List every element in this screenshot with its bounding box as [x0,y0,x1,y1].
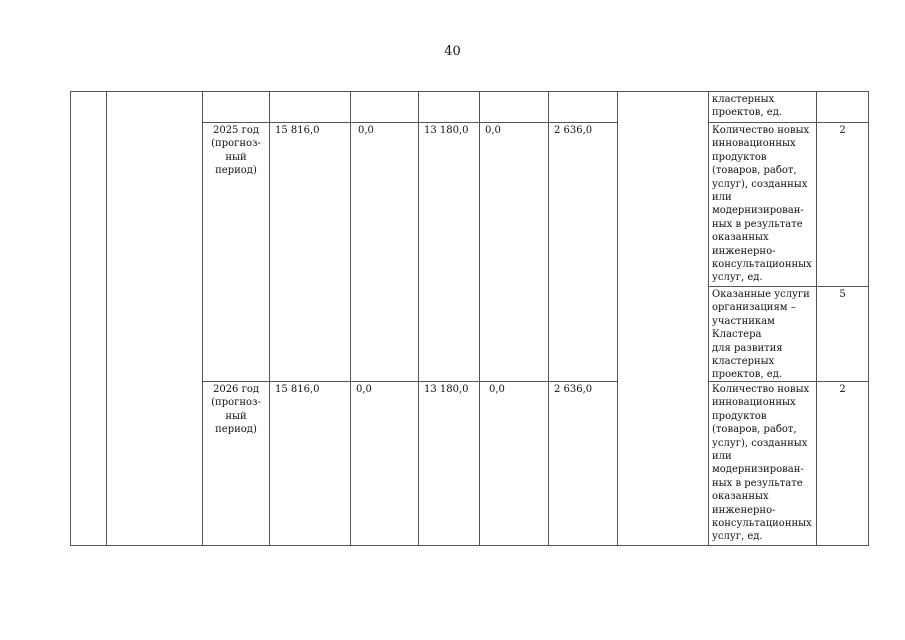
column-divider [269,91,270,546]
row-divider [202,122,618,123]
row-divider [708,122,869,123]
regional-budget-cell: 13 180,0 [424,384,469,395]
row-divider [202,381,618,382]
total-amount-cell: 15 816,0 [275,125,320,136]
year-cell: 2026 год (прогноз- ный период) [211,384,261,436]
column-divider [418,91,419,546]
column-divider [548,91,549,546]
local-budget-cell: 0,0 [489,384,505,395]
table-top-border [70,91,869,92]
table-right-border [868,91,869,546]
federal-budget-cell: 0,0 [358,125,374,136]
other-sources-cell: 2 636,0 [554,384,593,395]
column-divider [617,91,618,546]
indicator-text: кластерных проектов, ед. [712,94,783,119]
column-divider [479,91,480,546]
column-divider [816,91,817,546]
column-divider [708,91,709,546]
indicator-value: 2 [839,125,846,136]
year-cell: 2025 год (прогноз- ный период) [211,125,261,177]
column-divider [70,91,71,546]
federal-budget-cell: 0,0 [356,384,372,395]
indicator-text: Количество новых инновационных продуктов (товаров, работ, услуг), созданных или модернизирован- ных в результате оказанных инженерно- консультационных услуг, ед. [712,125,812,284]
total-amount-cell: 15 816,0 [275,384,320,395]
row-divider [708,286,869,287]
page-number: 40 [444,44,461,59]
other-sources-cell: 2 636,0 [554,125,593,136]
indicator-text: Оказанные услуги организациям – участникам Кластера для развития кластерных проектов, ед. [712,289,810,381]
local-budget-cell: 0,0 [485,125,501,136]
indicator-value: 2 [839,384,846,395]
column-divider [106,91,107,546]
indicator-text: Количество новых инновационных продуктов (товаров, работ, услуг), созданных или модернизирован- ных в результате оказанных инженерно- консультационных услуг, ед. [712,384,812,543]
indicator-value: 5 [839,289,846,300]
table-bottom-border [70,545,869,546]
regional-budget-cell: 13 180,0 [424,125,469,136]
column-divider [350,91,351,546]
